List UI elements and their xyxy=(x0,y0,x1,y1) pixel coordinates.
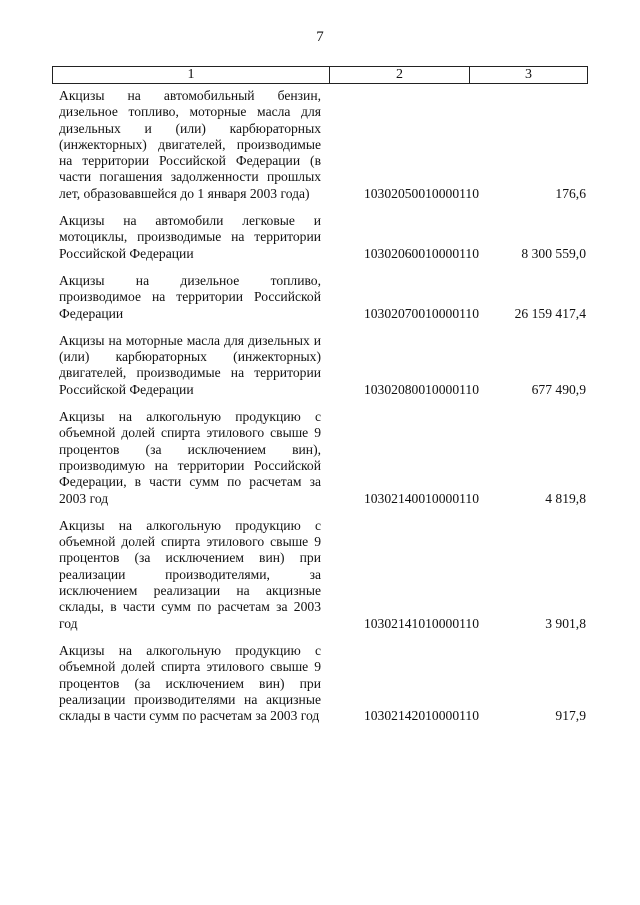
table-row xyxy=(59,88,589,202)
page-number: 7 xyxy=(316,29,324,45)
table-row xyxy=(59,643,589,724)
table-row xyxy=(59,213,589,262)
row-amount: 8 300 559,0 xyxy=(521,245,586,261)
row-code: 10302060010000110 xyxy=(363,245,479,261)
header-col-2: 2 xyxy=(330,67,470,83)
row-description: Акцизы на алкогольную продукцию с объемной долей спирта этилового свыше 9 процентов (за исключением вин), производимую на территории Российской Федерации, в части сумм по расчетам за 2003 год xyxy=(59,409,321,506)
row-code: 10302080010000110 xyxy=(363,381,479,397)
row-description: Акцизы на алкогольную продукцию с объемной долей спирта этилового свыше 9 процентов (за исключением вин) при реализации производителями, за исключением реализации на акцизные склады, в части сумм по расчетам за 2003 год xyxy=(59,517,321,631)
row-amount: 26 159 417,4 xyxy=(514,305,586,321)
row-amount: 4 819,8 xyxy=(545,490,586,506)
header-col-1: 1 xyxy=(53,67,330,83)
row-amount: 917,9 xyxy=(555,708,586,724)
row-description: Акцизы на моторные масла для дизельных и (или) карбюраторных (инжекторных) двигателей, производимые на территории Российской Федерации xyxy=(59,332,321,397)
row-amount: 3 901,8 xyxy=(545,615,586,631)
table-row xyxy=(59,273,589,322)
row-description: Акцизы на автомобильный бензин, дизельное топливо, моторные масла для дизельных и (или) карбюраторных (инжекторных) двигателей, производимые на территории Российской Федерации (в части погашения задолженности прошлых лет, образовавшейся до 1 января 2003 года) xyxy=(59,88,321,201)
row-amount: 677 490,9 xyxy=(531,381,586,397)
row-code: 10302050010000110 xyxy=(363,185,479,201)
row-amount: 176,6 xyxy=(555,185,586,201)
row-code: 10302140010000110 xyxy=(363,490,479,506)
row-code: 10302141010000110 xyxy=(363,615,479,631)
table-row xyxy=(59,518,589,632)
table-row xyxy=(59,409,589,507)
row-description: Акцизы на алкогольную продукцию с объемной долей спирта этилового свыше 9 процентов (за исключением вин) при реализации производителями на акцизные склады в части сумм по расчетам за 2003 год xyxy=(59,642,321,724)
row-description: Акцизы на дизельное топливо, производимое на территории Российской Федерации xyxy=(59,272,321,321)
row-code: 10302142010000110 xyxy=(363,708,479,724)
table-header-row xyxy=(52,66,588,84)
header-col-3: 3 xyxy=(525,67,532,82)
row-description: Акцизы на автомобили легковые и мотоциклы, производимые на территории Российской Федерации xyxy=(59,213,321,261)
table-body xyxy=(59,88,589,735)
row-code: 10302070010000110 xyxy=(363,305,479,321)
table-row xyxy=(59,333,589,398)
